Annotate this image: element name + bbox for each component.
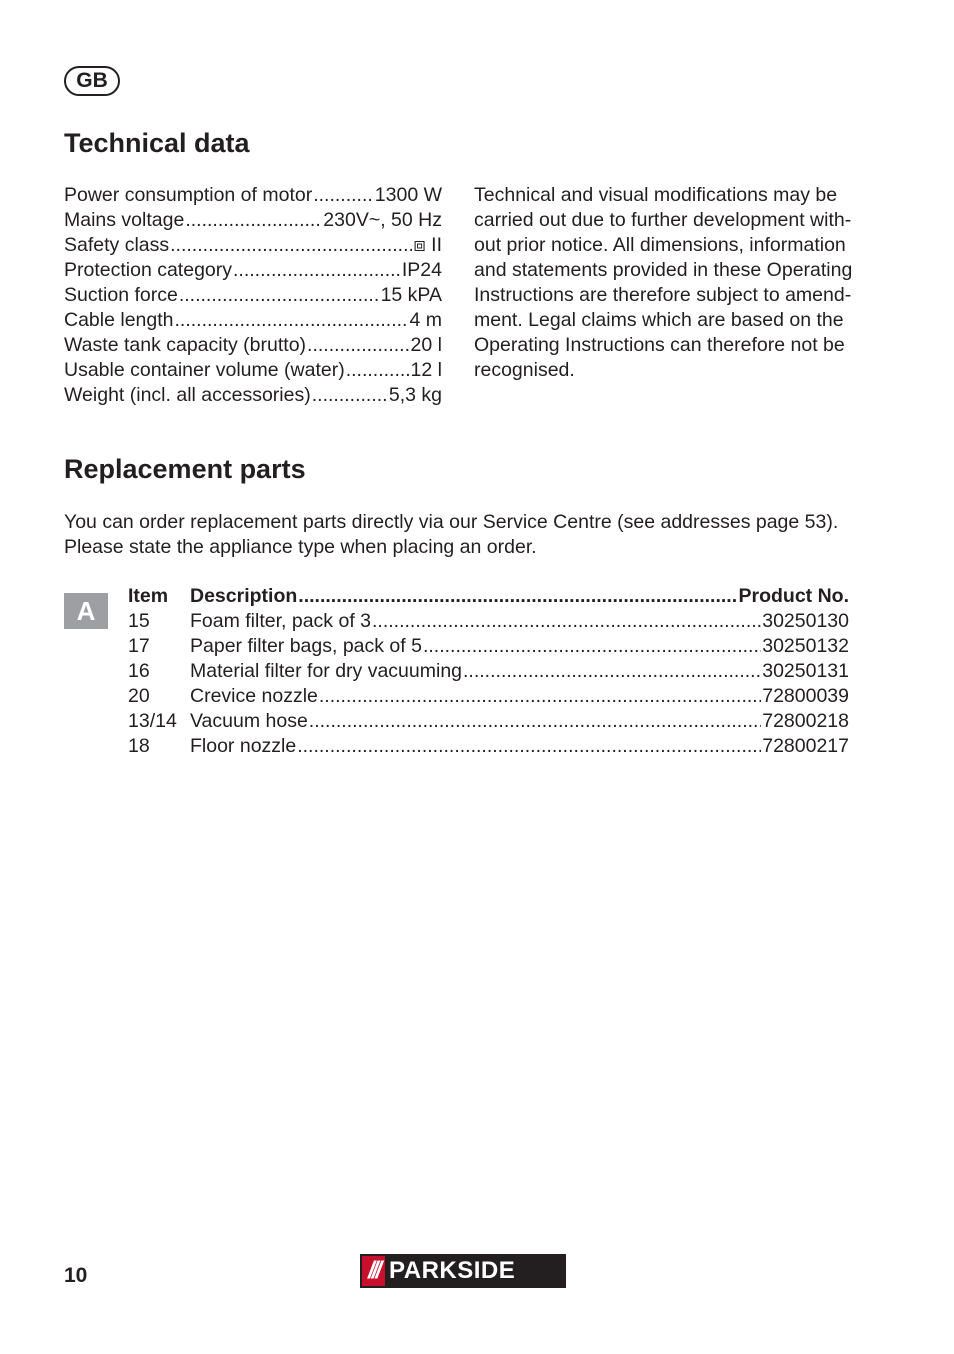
logo-slashes: /// — [368, 1257, 380, 1284]
replacement-parts-heading: Replacement parts — [64, 454, 306, 484]
modification-notice: Technical and visual modifications may be carried out due to further development with-out prior notice. All dimensions, information and statements provided in these Operating Instructions are therefore subject to amend-ment. Legal claims which are based on the Operating Instructions can therefore not be recognised. — [474, 184, 853, 381]
table-row: 20 Crevice nozzle ..... 72800039 — [128, 684, 849, 709]
logo-wordmark: PARKSIDE — [385, 1256, 564, 1286]
spec-row: Waste tank capacity (brutto) ..... 20 l — [64, 333, 442, 358]
column-header-product-no: Product No. — [738, 585, 849, 607]
table-row: 18 Floor nozzle ..... 72800217 — [128, 734, 849, 759]
page-number: 10 — [64, 1264, 88, 1287]
spec-row: Cable length ..... 4 m — [64, 308, 442, 333]
figure-label-badge: A — [64, 593, 108, 629]
table-row: 16 Material filter for dry vacuuming ..... 30250131 — [128, 659, 849, 684]
spec-row: Mains voltage ..... 230V~, 50 Hz — [64, 208, 442, 233]
column-header-item: Item — [128, 585, 169, 607]
technical-specs-list — [64, 183, 442, 408]
technical-data-heading: Technical data — [64, 128, 250, 158]
spec-row: Safety class ..... ⧈ II — [64, 233, 442, 258]
table-row: 15 Foam filter, pack of 3 ..... 30250130 — [128, 609, 849, 634]
spec-row: Weight (incl. all accessories) ..... 5,3 kg — [64, 383, 442, 408]
spec-row: Power consumption of motor ..... 1300 W — [64, 183, 442, 208]
table-header-row — [128, 584, 849, 609]
spec-row: Protection category ..... IP24 — [64, 258, 442, 283]
table-row: 13/14 Vacuum hose ..... 72800218 — [128, 709, 849, 734]
table-row: 17 Paper filter bags, pack of 5 ..... 30250132 — [128, 634, 849, 659]
spec-row: Suction force ..... 15 kPA — [64, 283, 442, 308]
spec-row: Usable container volume (water) ..... 12 l — [64, 358, 442, 383]
replacement-intro: You can order replacement parts directly via our Service Centre (see addresses page 53). Please state the appliance type when placing an order. — [64, 511, 839, 558]
parkside-logo — [360, 1254, 566, 1288]
column-header-description: Description — [190, 585, 298, 607]
language-badge: GB — [64, 66, 120, 96]
replacement-parts-table — [128, 584, 849, 759]
